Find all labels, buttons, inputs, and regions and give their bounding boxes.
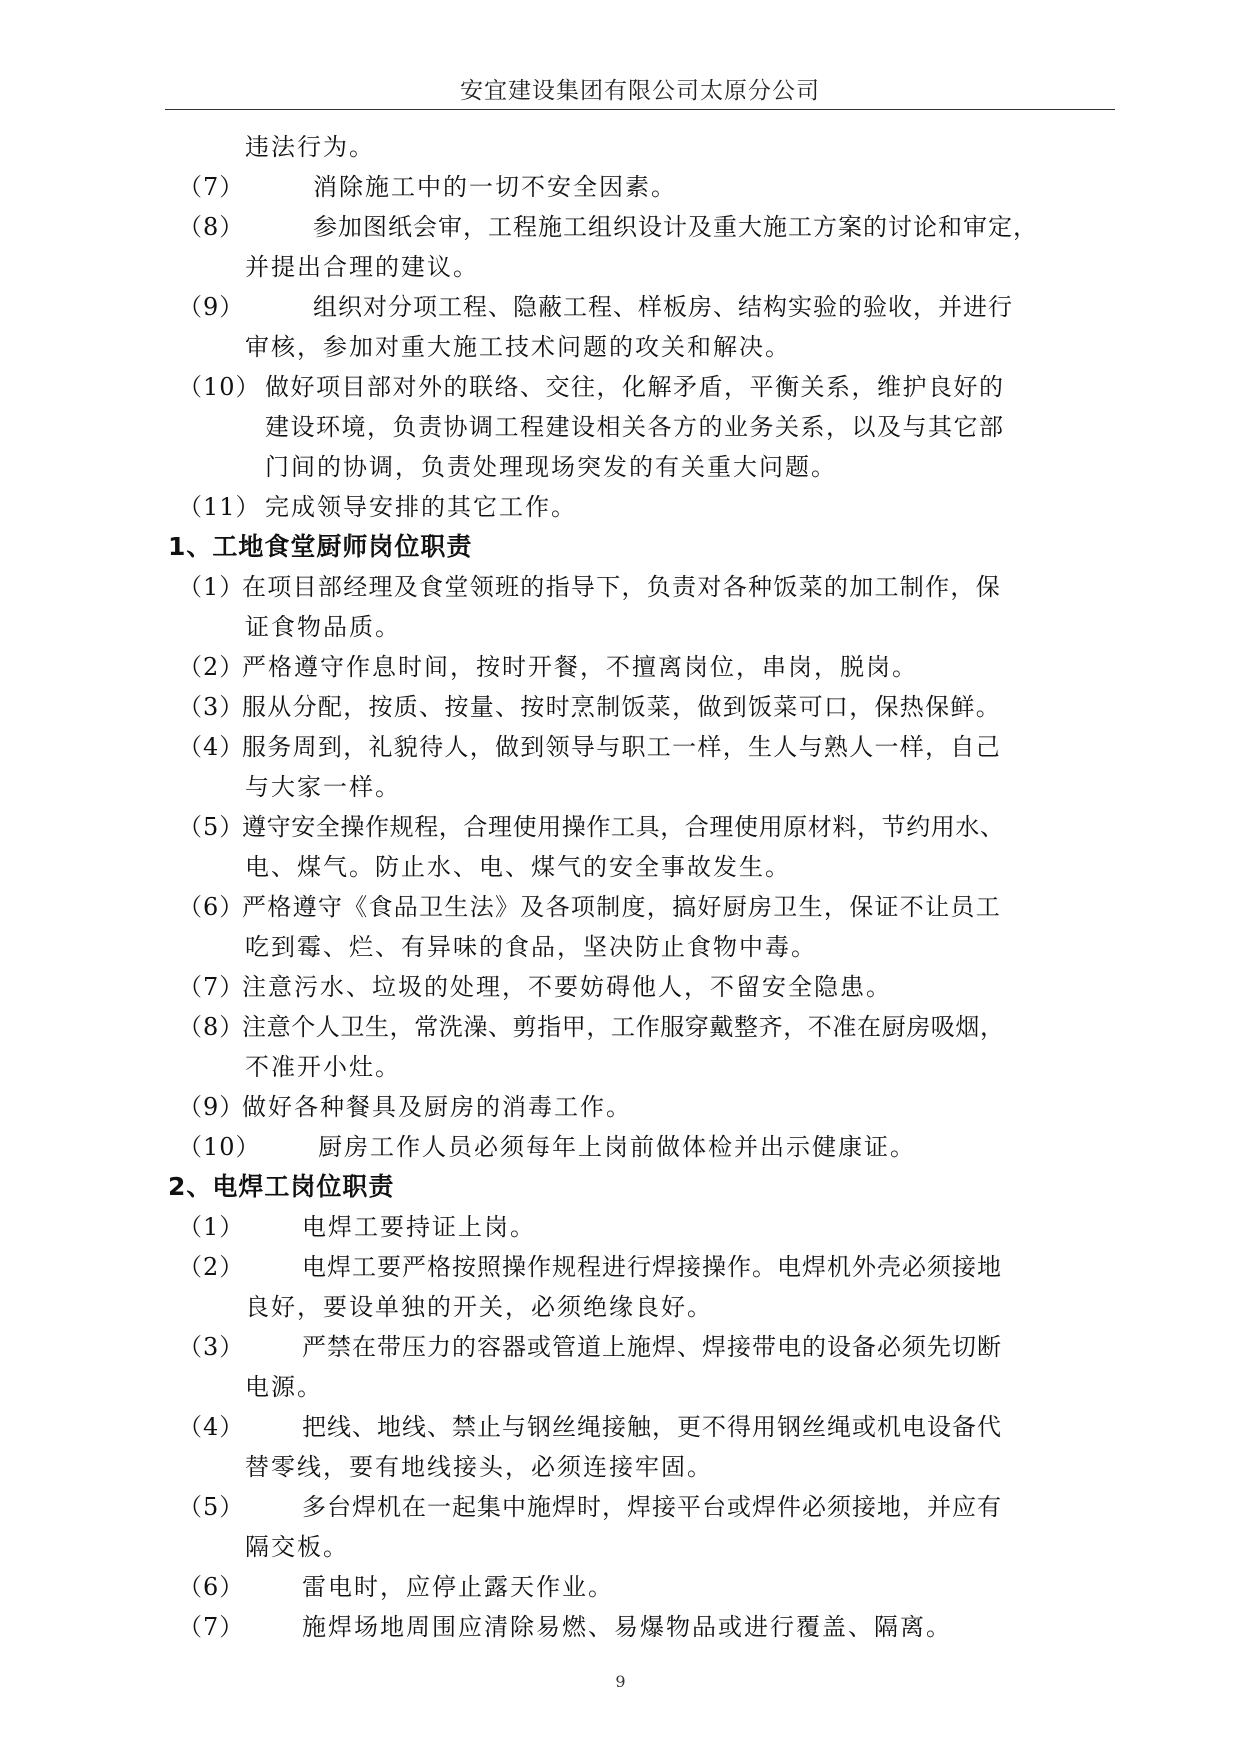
item-number: （10）	[178, 1133, 261, 1161]
item-number: （1）	[178, 1213, 245, 1241]
item-number: （2）	[178, 1253, 245, 1281]
body-line: 门间的协调，负责处理现场突发的有关重大问题。	[265, 453, 837, 481]
body-line: 消除施工中的一切不安全因素。	[313, 173, 677, 201]
body-line: 遵守安全操作规程，合理使用操作工具，合理使用原材料，节约用水、	[242, 813, 1005, 841]
header-rule	[165, 109, 1115, 110]
body-line: 电焊工要持证上岗。	[302, 1213, 536, 1241]
body-line: 组织对分项工程、隐蔽工程、样板房、结构实验的验收，并进行	[313, 293, 1013, 321]
body-line: 雷电时，应停止露天作业。	[302, 1573, 614, 1601]
body-line: 不准开小灶。	[245, 1053, 401, 1081]
body-line: 替零线，要有地线接头，必须连接牢固。	[245, 1453, 713, 1481]
body-line: 参加图纸会审，工程施工组织设计及重大施工方案的讨论和审定，	[313, 213, 1038, 241]
item-number: （6）	[178, 893, 245, 921]
item-number: （7）	[178, 973, 245, 1001]
item-number: （9）	[178, 293, 245, 321]
section-heading: 1、工地食堂厨师岗位职责	[168, 532, 473, 561]
item-number: （6）	[178, 1573, 245, 1601]
body-line: 厨房工作人员必须每年上岗前做体检并出示健康证。	[318, 1133, 916, 1161]
page-header	[165, 70, 1115, 110]
body-line: 严格遵守作息时间，按时开餐，不擅离岗位，串岗，脱岗。	[242, 653, 918, 681]
item-number: （8）	[178, 1013, 245, 1041]
item-number: （7）	[178, 173, 245, 201]
body-line: 服从分配，按质、按量、按时烹制饭菜，做到饭菜可口，保热保鲜。	[242, 693, 1001, 721]
body-line: 严格遵守《食品卫生法》及各项制度，搞好厨房卫生，保证不让员工	[242, 893, 1001, 921]
section-heading: 2、电焊工岗位职责	[168, 1172, 395, 1201]
body-line: 电焊工要严格按照操作规程进行焊接操作。电焊机外壳必须接地	[302, 1253, 1002, 1281]
body-line: 注意个人卫生，常洗澡、剪指甲，工作服穿戴整齐，不准在厨房吸烟，	[242, 1013, 1005, 1041]
body-line: 多台焊机在一起集中施焊时，焊接平台或焊件必须接地，并应有	[302, 1493, 1002, 1521]
item-number: （5）	[178, 1493, 245, 1521]
item-number: （8）	[178, 213, 245, 241]
body-line: 把线、地线、禁止与钢丝绳接触，更不得用钢丝绳或机电设备代	[302, 1413, 1002, 1441]
body-line: 注意污水、垃圾的处理，不要妨碍他人，不留安全隐患。	[242, 973, 892, 1001]
page-number: 9	[615, 1672, 626, 1691]
body-line: 并提出合理的建议。	[245, 253, 479, 281]
body-line: 在项目部经理及食堂领班的指导下，负责对各种饭菜的加工制作，保	[242, 573, 1001, 601]
item-number: （3）	[178, 693, 245, 721]
item-number: （10）	[178, 373, 261, 401]
body-line: 吃到霉、烂、有异味的食品，坚决防止食物中毒。	[245, 933, 817, 961]
body-line: 与大家一样。	[245, 773, 401, 801]
item-number: （2）	[178, 653, 245, 681]
item-number: （4）	[178, 1413, 245, 1441]
item-number: （7）	[178, 1613, 245, 1641]
body-line: 证食物品质。	[245, 613, 401, 641]
body-line: 做好各种餐具及厨房的消毒工作。	[242, 1093, 632, 1121]
item-number: （9）	[178, 1093, 245, 1121]
item-number: （4）	[178, 733, 245, 761]
header-title: 安宜建设集团有限公司太原分公司	[460, 78, 820, 104]
item-number: （11）	[178, 493, 261, 521]
body-line: 施焊场地周围应清除易燃、易爆物品或进行覆盖、隔离。	[302, 1613, 952, 1641]
body-line: 做好项目部对外的联络、交往，化解矛盾，平衡关系，维护良好的	[265, 373, 1005, 401]
body-line: 建设环境，负责协调工程建设相关各方的业务关系，以及与其它部	[265, 413, 1005, 441]
body-line: 电、煤气。防止水、电、煤气的安全事故发生。	[245, 853, 791, 881]
body-line: 服务周到，礼貌待人，做到领导与职工一样，生人与熟人一样，自己	[242, 733, 1001, 761]
body-line: 审核，参加对重大施工技术问题的攻关和解决。	[245, 333, 791, 361]
body-line: 电源。	[245, 1373, 323, 1401]
item-number: （1）	[178, 573, 245, 601]
item-number: （3）	[178, 1333, 245, 1361]
body-line: 良好，要设单独的开关，必须绝缘良好。	[245, 1293, 713, 1321]
body-line: 隔交板。	[245, 1533, 349, 1561]
body-line: 完成领导安排的其它工作。	[265, 493, 577, 521]
item-number: （5）	[178, 813, 245, 841]
body-line: 违法行为。	[245, 133, 375, 161]
body-line: 严禁在带压力的容器或管道上施焊、焊接带电的设备必须先切断	[302, 1333, 1002, 1361]
